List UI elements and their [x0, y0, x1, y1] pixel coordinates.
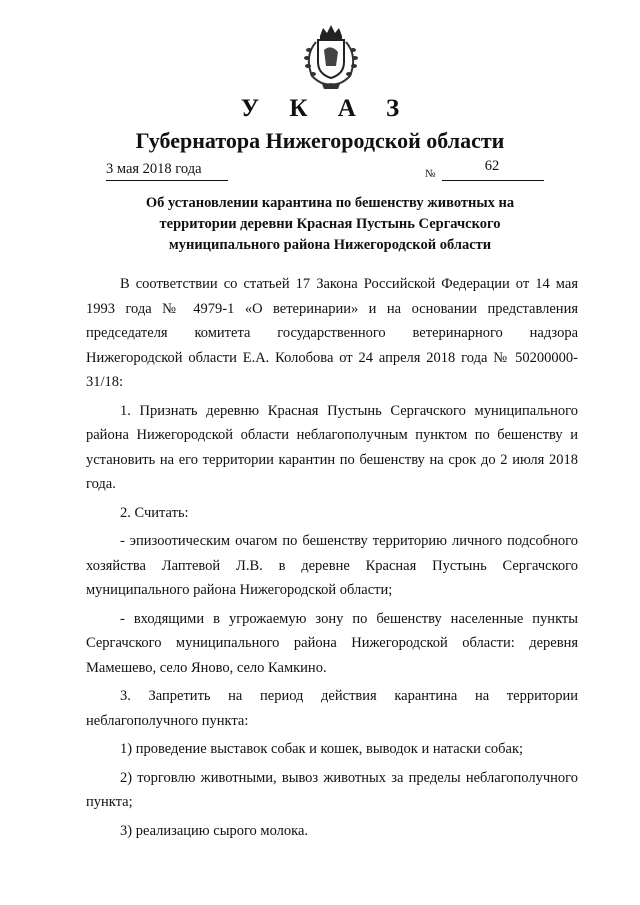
paragraph-preamble: В соответствии со статьей 17 Закона Российской Федерации от 14 мая 1993 года № 4979-1 «О ветеринарии» и на основании представления председателя комитета государственного ветеринарного надзора Нижегородской области Е.А. Колобова от 24 апреля 2018 года № 50200000-31/18:: [86, 276, 578, 390]
paragraph-item-3-3: 3) реализацию сырого молока.: [120, 822, 309, 839]
paragraph-item-3-2: 2) торговлю животными, вывоз животных за пределы неблагополучного пункта;: [86, 769, 578, 810]
document-title: У К А З: [240, 95, 412, 122]
paragraph-item-2-a: - эпизоотическим очагом по бешенству территорию личного подсобного хозяйства Лаптевой Л.В. в деревне Красная Пустынь Сергачского муниципального района Нижегородской области;: [86, 533, 578, 598]
paragraph-item-1: 1. Признать деревню Красная Пустынь Сергачского муниципального района Нижегородской области неблагополучным пунктом по бешенству и установить на его территории карантин по бешенству на срок до 2 июля 2018 года.: [86, 402, 578, 492]
paragraph-item-3-1: 1) проведение выставок собак и кошек, выводок и натаски собак;: [120, 741, 524, 757]
document-issuer: Губернатора Нижегородской области: [135, 128, 505, 153]
coat-of-arms-emblem: [298, 22, 364, 92]
paragraph-item-2-b: - входящими в угрожаемую зону по бешенству населенные пункты Сергачского муниципального района Нижегородской области: деревня Мамешево, село Яново, село Камкино.: [86, 610, 578, 676]
number-underline: [442, 180, 544, 181]
decree-body: [86, 272, 578, 847]
paragraph-item-3: 3. Запретить на период действия карантина на территории неблагополучного пункта:: [86, 688, 578, 729]
paragraph-item-2: 2. Считать:: [120, 504, 189, 521]
number-sign: №: [425, 168, 436, 180]
decree-number: 62: [484, 158, 500, 174]
decree-date: 3 мая 2018 года: [106, 161, 202, 177]
date-underline: [106, 180, 228, 181]
decree-heading: Об установлении карантина по бешенству животных на территории деревни Красная Пустынь Сергачского муниципального района Нижегородской области: [145, 195, 515, 253]
